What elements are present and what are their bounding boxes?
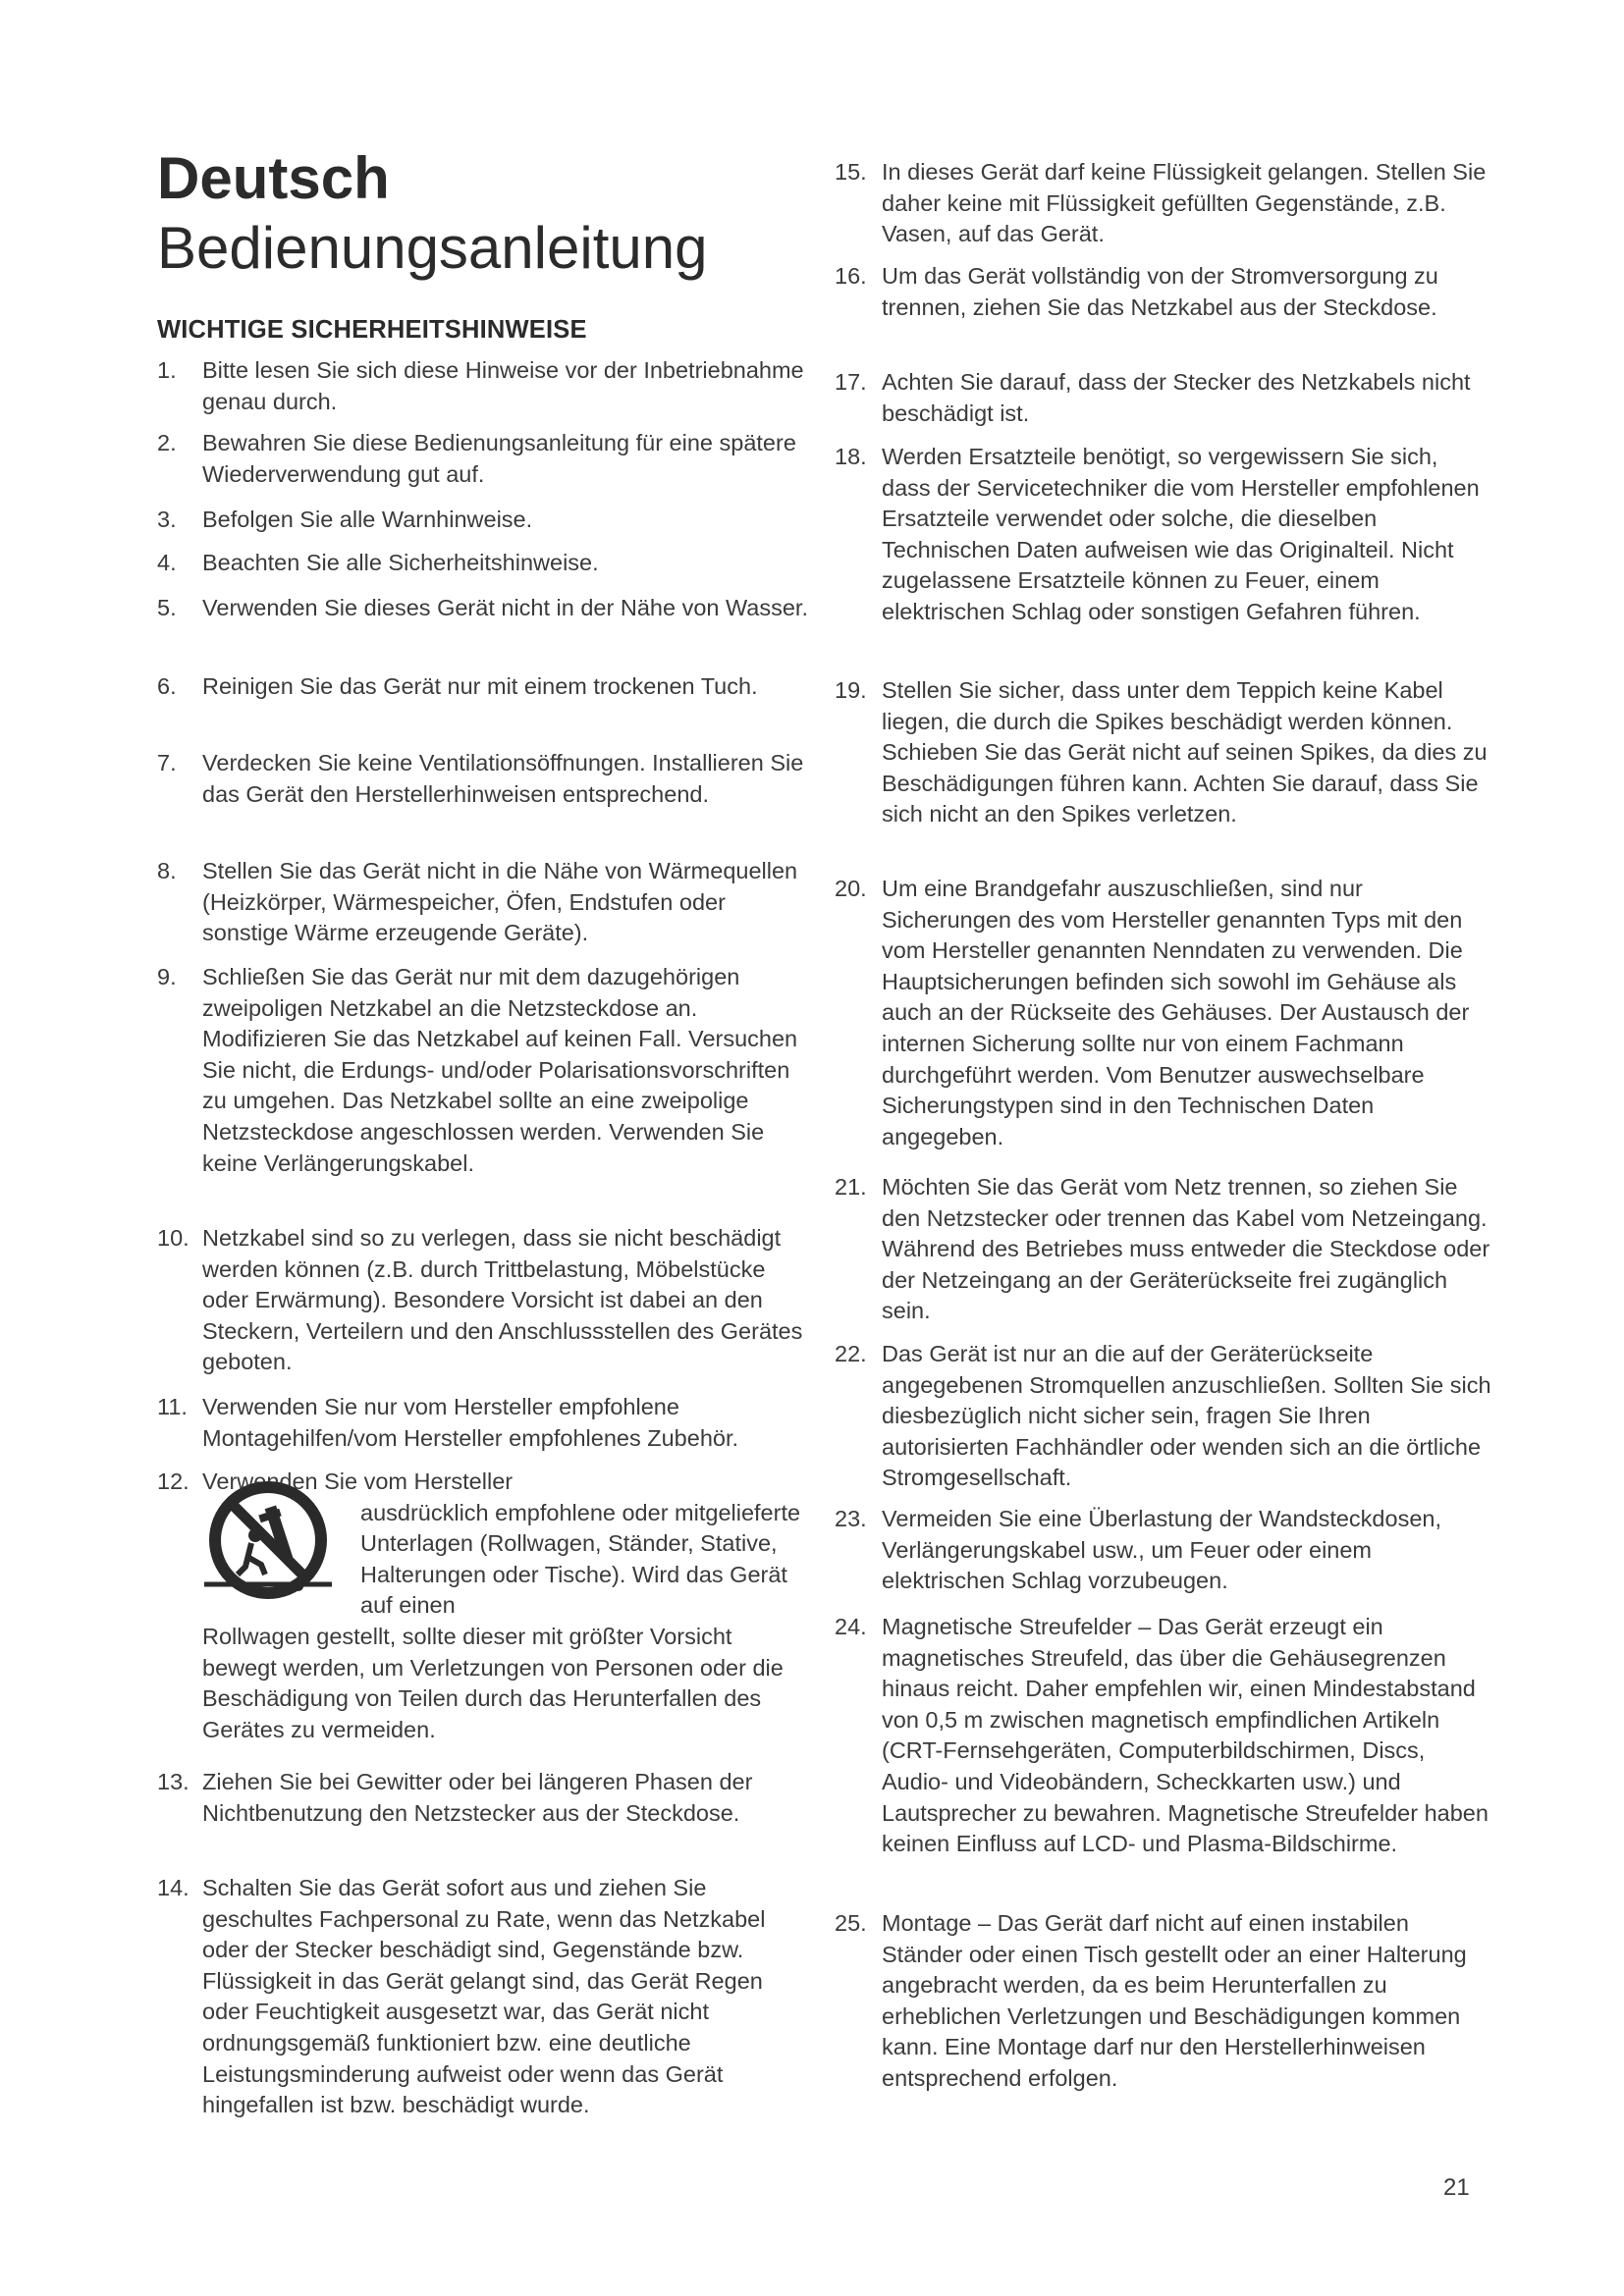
list-item: 17. Achten Sie darauf, dass der Stecker des Netzkabels nicht beschädigt ist.	[835, 369, 1471, 426]
language-heading: Deutsch	[157, 145, 390, 211]
manual-title: Bedienungsanleitung	[157, 215, 708, 281]
list-item: 16. Um das Gerät vollständig von der Stromversorgung zu trennen, ziehen Sie das Netzkabel aus der Steckdose.	[835, 263, 1438, 320]
list-item: 24. Magnetische Streufelder – Das Gerät erzeugt ein magnetisches Streufeld, das über die Gehäusegrenzen hinaus reicht. Daher empfehlen wir, einen Mindestabstand von 0,5 m zwischen magnetisch empfindlichen Artikeln (CRT-Fernsehgeräten, Computerbildschirmen, Discs, Audio- und Videobändern, Scheckkarten usw.) und Lautsprecher zu bewahren. Magnetische Streufelder haben keinen Einfluss auf LCD- und Plasma-Bildschirme.	[835, 1614, 1489, 1857]
page-number: 21	[1443, 2174, 1470, 2201]
list-item: 19. Stellen Sie sicher, dass unter dem Teppich keine Kabel liegen, die durch die Spikes beschädigt werden können. Schieben Sie das Gerät nicht auf seinen Spikes, da dies zu Beschädigungen führen kann. Achten Sie darauf, dass Sie sich nicht an den Spikes verletzen.	[835, 677, 1488, 828]
list-item: 2. Bewahren Sie diese Bedienungsanleitung für eine spätere Wiederverwendung gut auf.	[157, 430, 796, 487]
list-item: 22. Das Gerät ist nur an die auf der Geräterückseite angegebenen Stromquellen anzuschließen. Sollten Sie sich diesbezüglich nicht sicher sein, fragen Sie Ihren autorisierten Fachhändler oder wenden sich an die örtliche Stromgesellschaft.	[835, 1341, 1491, 1491]
section-heading: WICHTIGE SICHERHEITSHINWEISE	[157, 316, 587, 344]
list-item-cart-warning: 12. Verwenden Sie vom Hersteller ausdrücklich empfohlene oder mitgelieferte Unterlagen (Rollwagen, Ständer, Stative, Halterungen oder Tische). Wird das Gerät auf einen Rollwagen gestellt, sollte dieser mit größter Vorsicht bewegt werden, um Verletzungen von Personen oder die Beschädigung von Teilen durch das Herunterfallen des Gerätes zu vermeiden.	[157, 1468, 801, 1742]
list-item: 15. In dieses Gerät darf keine Flüssigkeit gelangen. Stellen Sie daher keine mit Flüssigkeit gefüllten Gegenstände, z.B. Vasen, auf das Gerät.	[835, 159, 1487, 247]
list-item: 21. Möchten Sie das Gerät vom Netz trennen, so ziehen Sie den Netzstecker oder trennen das Kabel vom Netzeingang. Während des Betriebes muss entweder die Steckdose oder der Netzeingang an der Geräterückseite frei zugänglich sein.	[835, 1174, 1490, 1324]
list-item: 7. Verdecken Sie keine Ventilationsöffnungen. Installieren Sie das Gerät den Herstellerhinweisen entsprechend.	[157, 750, 804, 807]
list-item: 9. Schließen Sie das Gerät nur mit dem dazugehörigen zweipoligen Netzkabel an die Netzsteckdose an. Modifizieren Sie das Netzkabel auf keinen Fall. Versuchen Sie nicht, die Erdungs- und/oder Polarisationsvorschriften zu umgehen. Das Netzkabel sollte an eine zweipolige Netzsteckdose angeschlossen werden. Verwenden Sie keine Verlängerungskabel.	[157, 964, 798, 1176]
list-item: 13. Ziehen Sie bei Gewitter oder bei längeren Phasen der Nichtbenutzung den Netzstecker aus der Steckdose.	[157, 1769, 753, 1826]
list-item: 14. Schalten Sie das Gerät sofort aus und ziehen Sie geschultes Fachpersonal zu Rate, wenn das Netzkabel oder der Stecker beschädigt sind, Gegenstände bzw. Flüssigkeit in das Gerät gelangt sind, das Gerät Regen oder Feuchtigkeit ausgesetzt war, das Gerät nicht ordnungsgemäß funktioniert bzw. eine deutliche Leistungsminderung aufweist oder wenn das Gerät hingefallen ist bzw. beschädigt wurde.	[157, 1875, 766, 2118]
cart-tip-over-warning-icon	[204, 1476, 332, 1604]
list-item: 20. Um eine Brandgefahr auszuschließen, sind nur Sicherungen des vom Hersteller genannten Typs mit den vom Hersteller genannten Nenndaten zu verwenden. Die Hauptsicherungen befinden sich sowohl im Gehäuse als auch an der Rückseite des Gehäuses. Der Austausch der internen Sicherung sollte nur von einem Fachmann durchgeführt werden. Vom Benutzer auswechselbare Sicherungstypen sind in den Technischen Daten angegeben.	[835, 876, 1470, 1149]
list-item: 3. Befolgen Sie alle Warnhinweise.	[157, 507, 533, 532]
list-item: 4. Beachten Sie alle Sicherheitshinweise.	[157, 550, 599, 575]
list-item: 25. Montage – Das Gerät darf nicht auf einen instabilen Ständer oder einen Tisch gestellt oder an einer Halterung angebracht werden, da es beim Herunterfallen zu erheblichen Verletzungen und Beschädigungen kommen kann. Eine Montage darf nur den Herstellerhinweisen entsprechend erfolgen.	[835, 1910, 1467, 2091]
list-item: 5. Verwenden Sie dieses Gerät nicht in der Nähe von Wasser.	[157, 595, 808, 620]
list-item: 23. Vermeiden Sie eine Überlastung der Wandsteckdosen, Verlängerungskabel usw., um Feuer oder einem elektrischen Schlag vorzubeugen.	[835, 1506, 1441, 1594]
list-item: 10. Netzkabel sind so zu verlegen, dass sie nicht beschädigt werden können (z.B. durch Trittbelastung, Möbelstücke oder Erwärmung). Besondere Vorsicht ist dabei an den Steckern, Verteilern und den Anschlussstellen des Gerätes geboten.	[157, 1225, 803, 1375]
list-item: 1. Bitte lesen Sie sich diese Hinweise vor der Inbetriebnahme genau durch.	[157, 357, 804, 414]
list-item: 8. Stellen Sie das Gerät nicht in die Nähe von Wärmequellen (Heizkörper, Wärmespeicher, Öfen, Endstufen oder sonstige Wärme erzeugende Geräte).	[157, 858, 798, 946]
list-item: 6. Reinigen Sie das Gerät nur mit einem trockenen Tuch.	[157, 673, 758, 699]
list-item: 11. Verwenden Sie nur vom Hersteller empfohlene Montagehilfen/vom Hersteller empfohlenes Zubehör.	[157, 1394, 739, 1451]
list-item: 18. Werden Ersatzteile benötigt, so vergewissern Sie sich, dass der Servicetechniker die vom Hersteller empfohlenen Ersatzteile verwendet oder solche, die dieselben Technischen Daten aufweisen wie das Originalteil. Nicht zugelassene Ersatzteile können zu Feuer, einem elektrischen Schlag oder sonstigen Gefahren führen.	[835, 444, 1480, 624]
